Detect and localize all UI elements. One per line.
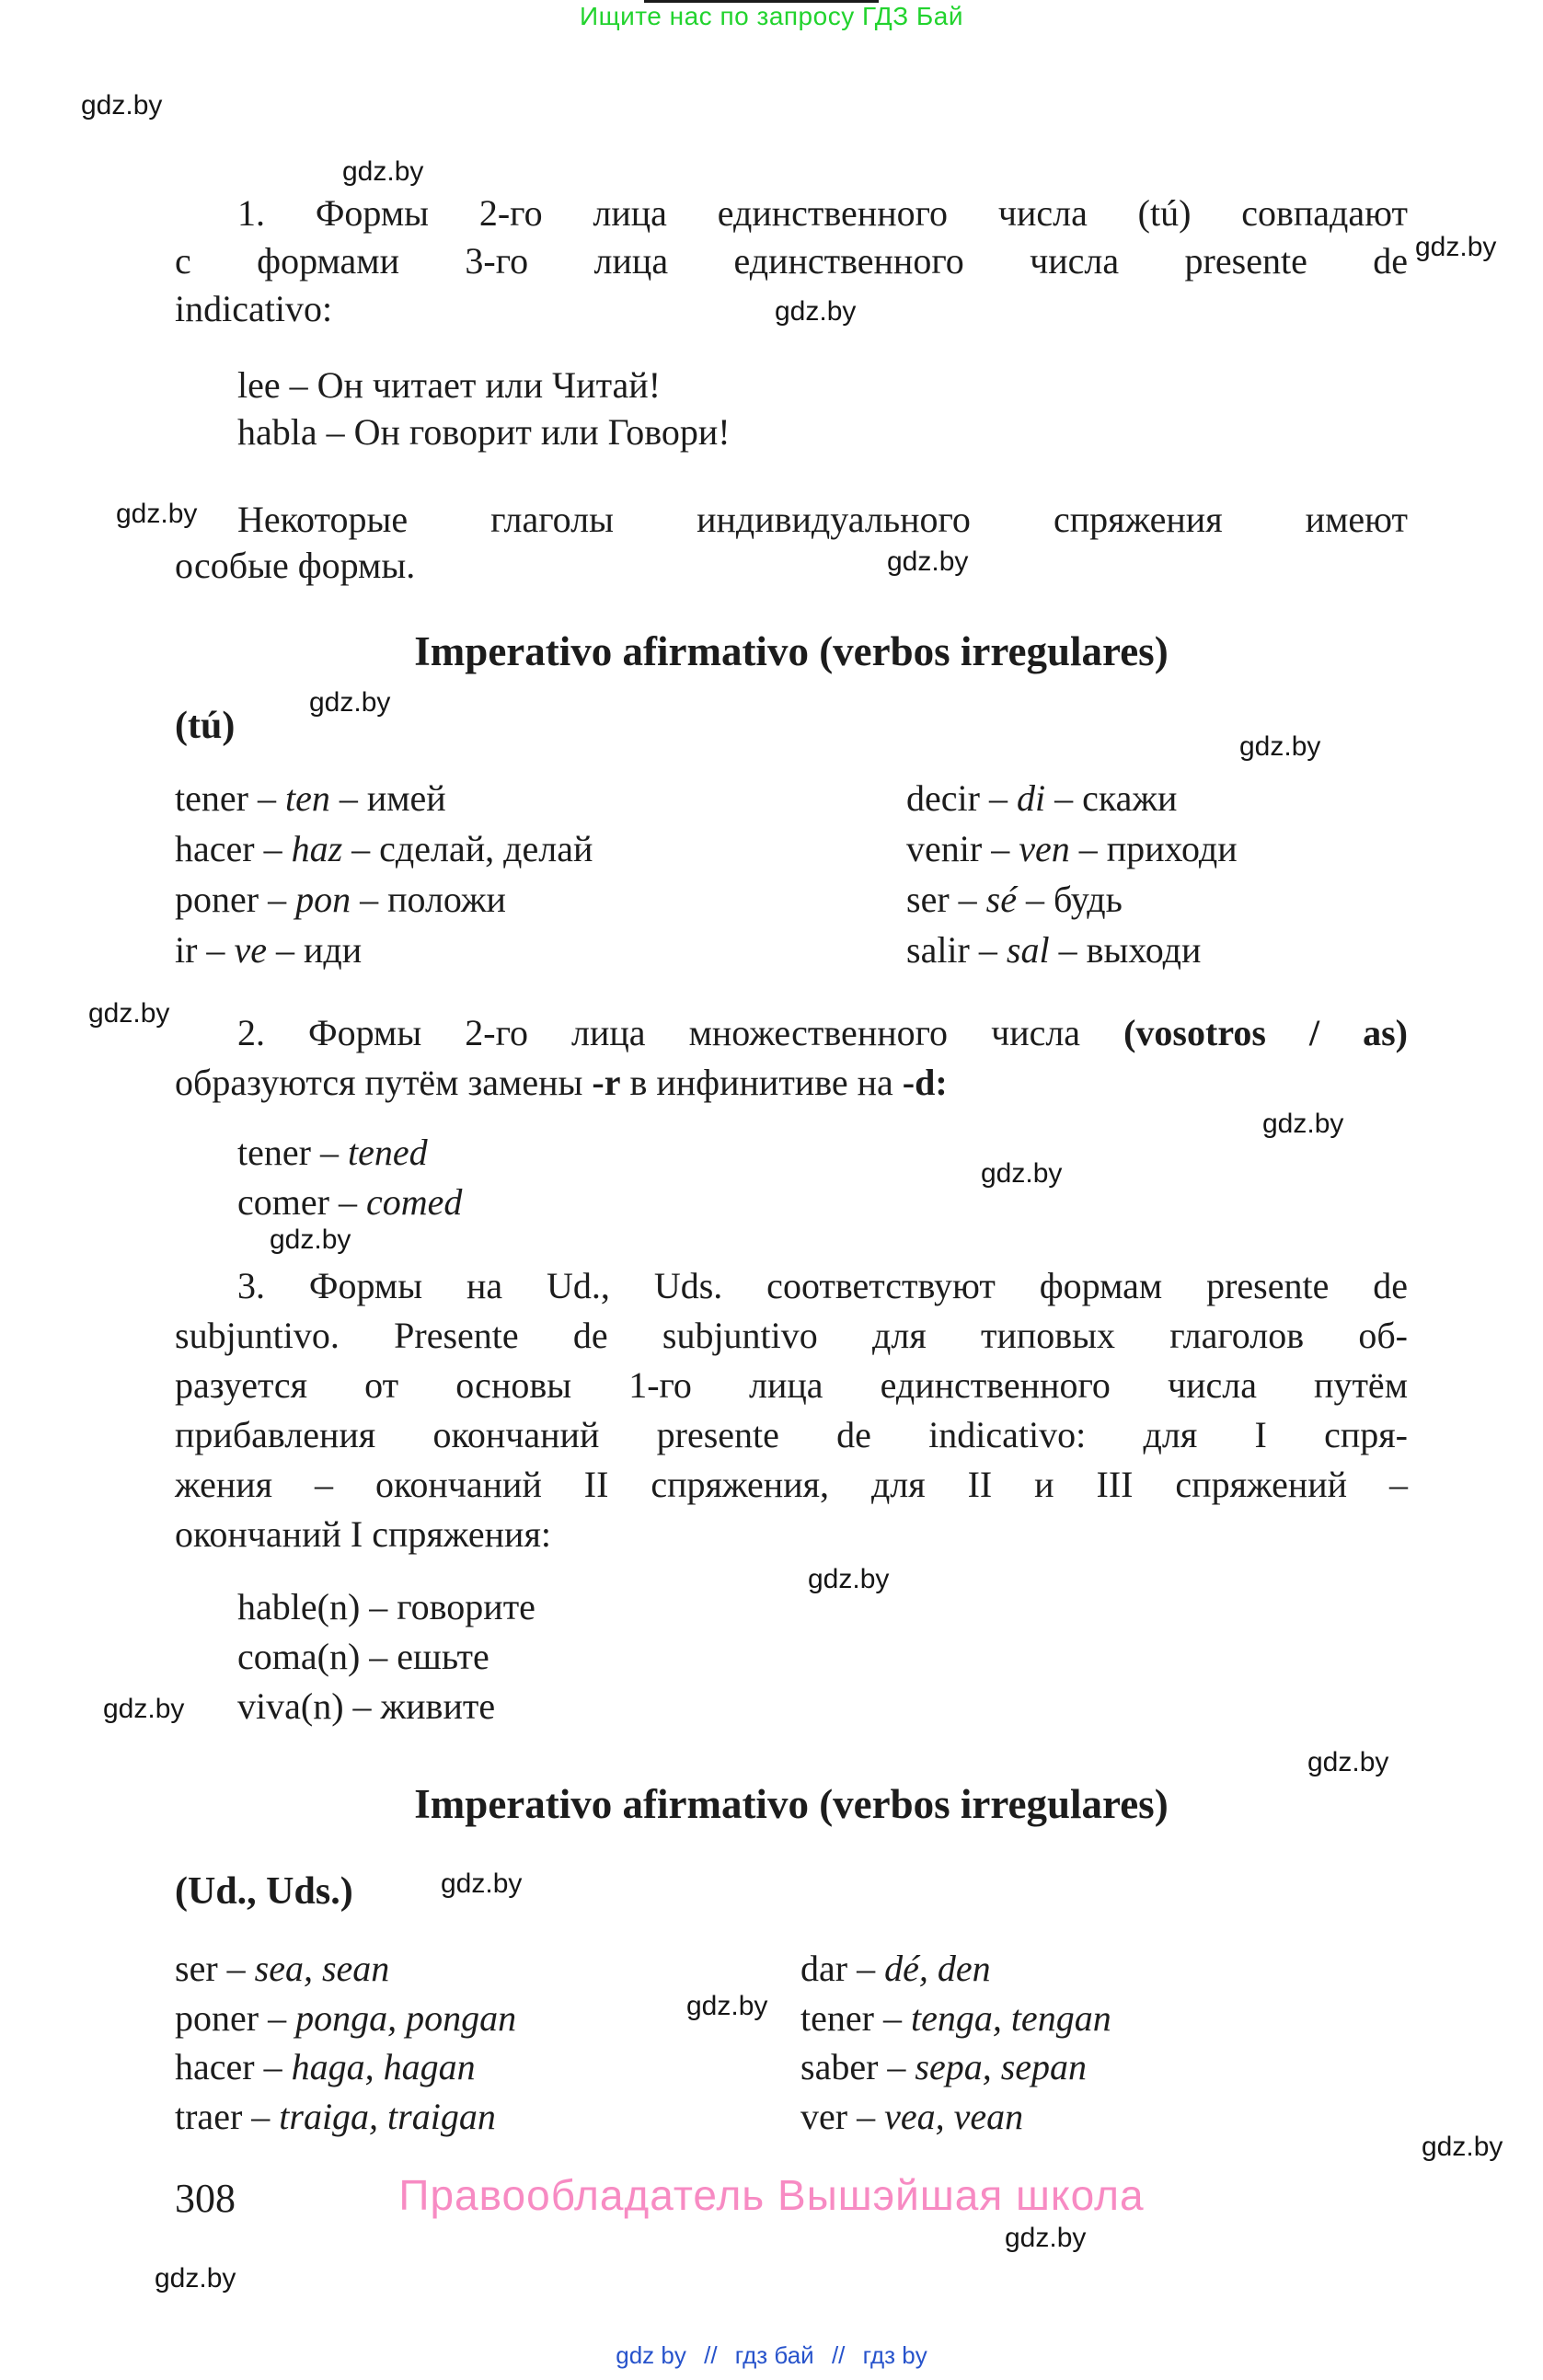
page-number: 308	[175, 2176, 236, 2221]
verb-table-tu	[175, 773, 1408, 975]
heading-imperativo-ud: Imperativo afirmativo (verbos irregulares)	[414, 1781, 1169, 1827]
verb-entry: dar – dé, den	[800, 1948, 991, 1989]
text-line: жения – окончаний II спряжения, для II и III спряжений –	[175, 1464, 1408, 1505]
footer-separator: //	[704, 2341, 718, 2369]
text-line: разуется от основы 1-го лица единственного числа путём	[175, 1364, 1408, 1406]
gdz-watermark: gdz.by	[270, 1224, 351, 1255]
verb-entry: saber – sepa, sepan	[800, 2046, 1088, 2087]
table-row	[175, 2042, 1408, 2092]
example-block-1	[175, 362, 1408, 455]
text-line: образуются путём замены -r в инфинитиве на -d:	[175, 1062, 948, 1103]
text-line: 1. Формы 2-го лица единственного числа (tú) совпадают	[237, 192, 1408, 234]
verb-table-ud	[175, 1944, 1408, 2141]
table-row	[175, 823, 1408, 874]
footer-link-gdz-bai[interactable]: гдз бай	[734, 2341, 814, 2369]
text-line: с формами 3-го лица единственного числа presente de	[175, 240, 1408, 282]
verb-entry: traer – traiga, traigan	[175, 2095, 496, 2137]
gdz-watermark: gdz.by	[1239, 731, 1321, 762]
footer-links	[0, 2341, 1543, 2370]
gdz-watermark: gdz.by	[116, 499, 198, 529]
label-ud-uds: (Ud., Uds.)	[175, 1870, 353, 1913]
heading-imperativo-tu: Imperativo afirmativo (verbos irregulares)	[414, 628, 1169, 674]
verb-entry: hacer – haz – сделай, делай	[175, 828, 593, 869]
copyright-text: Правообладатель Вышэйшая школа	[398, 2171, 1145, 2219]
verb-entry: poner – pon – положи	[175, 879, 506, 920]
paragraph-4	[175, 1261, 1408, 1559]
table-row	[175, 1994, 1408, 2043]
gdz-watermark: gdz.by	[309, 687, 391, 718]
text-line: прибавления окончаний presente de indicativo: для I спря-	[175, 1414, 1408, 1455]
table-row	[175, 925, 1408, 975]
verb-entry: venir – ven – приходи	[906, 828, 1238, 869]
example-line: comer – comed	[237, 1181, 463, 1223]
text-line: Некоторые глаголы индивидуального спряжения имеют	[237, 499, 1408, 540]
paragraph-1	[175, 190, 1408, 333]
verb-entry: tener – tenga, tengan	[800, 1996, 1111, 2039]
text-line: 2. Формы 2-го лица множественного числа (vosotros / as)	[237, 1012, 1408, 1053]
verb-entry: decir – di – скажи	[906, 777, 1178, 819]
gdz-watermark: gdz.by	[342, 156, 424, 187]
verb-entry: salir – sal – выходи	[906, 929, 1202, 971]
verb-entry: hacer – haga, hagan	[175, 2046, 476, 2087]
footer-link-gdz-by[interactable]: gdz by	[616, 2341, 686, 2369]
gdz-watermark: gdz.by	[1262, 1109, 1344, 1139]
label-tu: (tú)	[175, 705, 236, 747]
gdz-watermark: gdz.by	[887, 546, 969, 577]
verb-entry: ver – vea, vean	[800, 2095, 1024, 2137]
example-line: tener – tened	[237, 1132, 428, 1173]
gdz-watermark: gdz.by	[441, 1868, 523, 1899]
gdz-watermark: gdz.by	[1422, 2132, 1503, 2162]
text-line: окончаний I спряжения:	[175, 1513, 551, 1555]
example-line: lee – Он читает или Читай!	[237, 364, 662, 406]
example-line: coma(n) – ешьте	[237, 1636, 489, 1677]
gdz-watermark: gdz.by	[686, 1991, 768, 2021]
top-banner-text: Ищите нас по запросу ГДЗ Бай	[579, 2, 964, 30]
verb-entry: poner – ponga, pongan	[175, 1996, 517, 2039]
verb-entry: ir – ve – иди	[175, 929, 363, 971]
verb-entry: ser – sé – будь	[906, 879, 1123, 920]
gdz-watermark: gdz.by	[808, 1564, 890, 1594]
gdz-watermark: gdz.by	[775, 296, 857, 327]
text-line: indicativo:	[175, 288, 333, 329]
example-line: hable(n) – говорите	[237, 1586, 535, 1627]
gdz-watermark: gdz.by	[1307, 1747, 1389, 1777]
gdz-watermark: gdz.by	[103, 1694, 185, 1724]
footer-separator: //	[831, 2341, 846, 2369]
footer-link-gdz-by2[interactable]: гдз by	[862, 2341, 927, 2369]
example-block-3	[175, 1582, 1408, 1731]
verb-entry: ser – sea, sean	[175, 1948, 390, 1989]
paragraph-3	[175, 1008, 1408, 1108]
paragraph-2	[175, 497, 1408, 589]
table-row	[175, 2092, 1408, 2142]
gdz-watermark: gdz.by	[1005, 2223, 1087, 2253]
table-row	[175, 1944, 1408, 1994]
gdz-watermark: gdz.by	[88, 998, 170, 1029]
example-line: habla – Он говорит или Говори!	[237, 411, 731, 453]
text-line: особые формы.	[175, 545, 416, 586]
verb-entry: tener – ten – имей	[175, 777, 446, 819]
gdz-watermark: gdz.by	[81, 90, 163, 121]
table-row	[175, 874, 1408, 925]
text-line: 3. Формы на Ud., Uds. соответствуют формам presente de	[237, 1265, 1408, 1306]
example-line: viva(n) – живите	[237, 1685, 496, 1727]
gdz-watermark: gdz.by	[155, 2263, 236, 2294]
table-row	[175, 773, 1408, 823]
example-block-2	[175, 1128, 1408, 1227]
gdz-watermark: gdz.by	[981, 1158, 1063, 1189]
gdz-watermark: gdz.by	[1415, 232, 1497, 262]
text-line: subjuntivo. Presente de subjuntivo для типовых глаголов об-	[175, 1315, 1408, 1356]
